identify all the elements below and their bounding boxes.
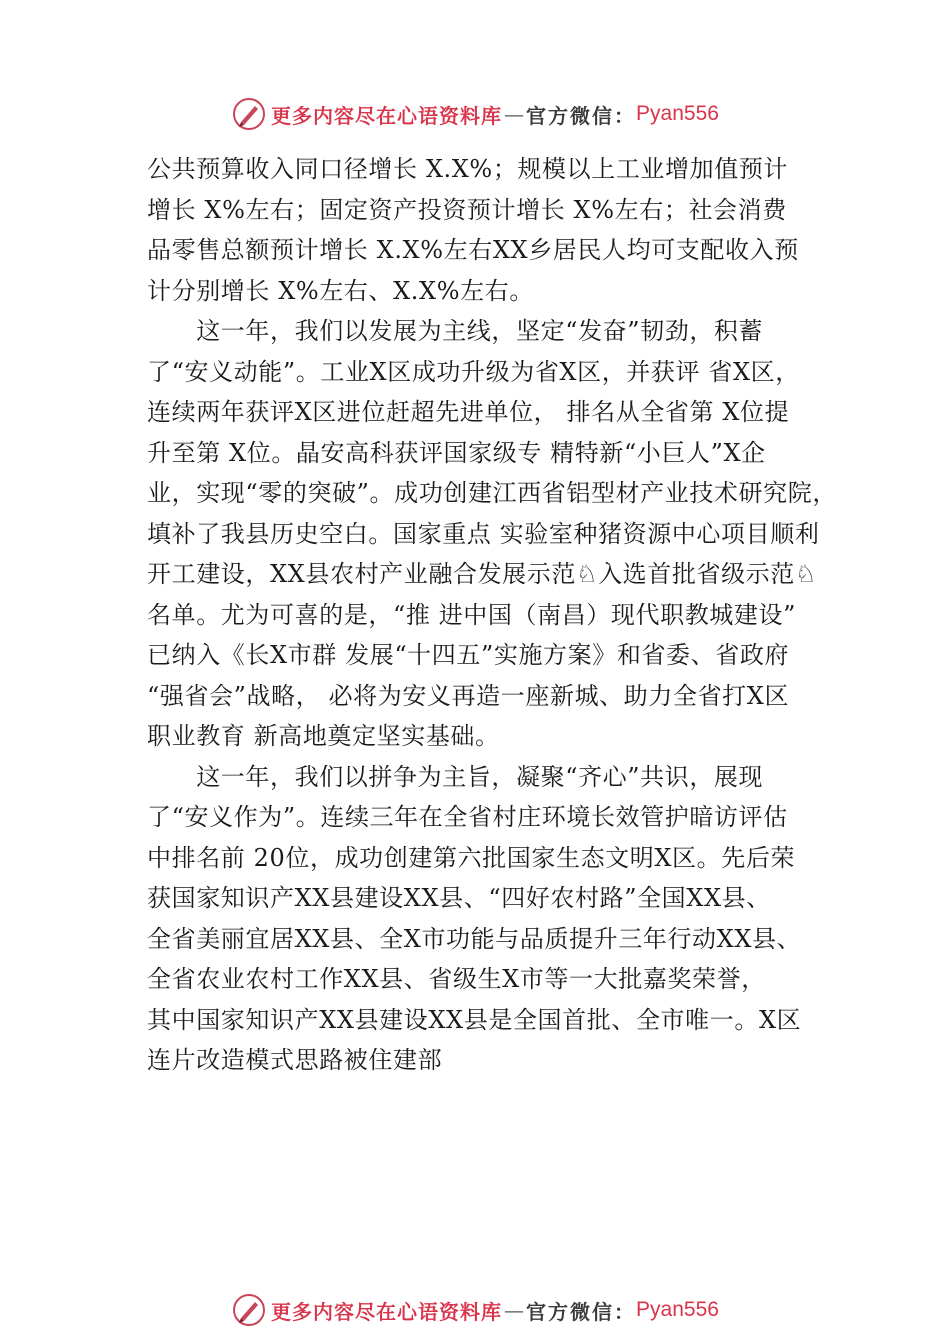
banner-wechat-label: 官方微信： [526, 103, 637, 128]
text-line: 品零售总额预计增长 X.X%左右XX乡居民人均可支配收入预 [147, 236, 799, 264]
text-line: 中排名前 20位，成功创建第六批国家生态文明X区。先后荣 [147, 843, 796, 872]
pen-logo-icon [231, 96, 267, 132]
banner-separator: — [504, 1298, 525, 1322]
text-line: 连续两年获评X区进位赶超先进单位， 排名从全省第 X位提 [147, 398, 790, 426]
text-line: 这一年，我们以拼争为主旨，凝聚“齐心”共识，展现 [147, 762, 764, 791]
text-line: 了“安义作为”。连续三年在全省村庄环境长效管护暗访评估 [147, 803, 788, 831]
text-line: “强省会”战略， 必将为安义再造一座新城、助力全省打X区 [147, 681, 790, 710]
text-line: 升至第 X位。晶安高科获评国家级专 精特新“小巨人”X企 [147, 438, 766, 467]
text-line: 已纳入《长X市群 发展“十四五”实施方案》和省委、省政府 [147, 641, 790, 669]
text-line: 其中国家知识产XX县建设XX县是全国首批、全市唯一。X区 [147, 1005, 802, 1034]
text-line: 连片改造模式思路被住建部 [147, 1046, 443, 1074]
document-body [147, 149, 847, 1081]
text-line: 这一年，我们以发展为主线，坚定“发奋”韧劲，积蓄 [147, 317, 764, 345]
text-line: 开工建设，XX县农村产业融合发展示范♘入选首批省级示范♘ [147, 560, 818, 588]
header-banner [0, 94, 950, 134]
banner-wechat-id: Pyan556 [636, 102, 719, 125]
banner-title: 更多内容尽在心语资料库 [271, 103, 503, 128]
text-line: 了“安义动能”。工业X区成功升级为省X区，并获评 省X区， [147, 357, 800, 386]
text-line: 计分别增长 X%左右、X.X%左右。 [147, 276, 534, 305]
text-line: 名单。尤为可喜的是，“推 进中国（南昌）现代职教城建设” [147, 600, 796, 629]
text-line: 业，实现“零的突破”。成功创建江西省铝型材产业技术研究院， [147, 479, 837, 507]
paragraph-3 [147, 757, 847, 1081]
banner-wechat-label: 官方微信： [526, 1299, 637, 1324]
text-line: 全省美丽宜居XX县、全X市功能与品质提升三年行动XX县、 [147, 924, 802, 953]
text-line: 职业教育 新高地奠定坚实基础。 [147, 722, 500, 750]
text-line: 全省农业农村工作XX县、省级生X市等一大批嘉奖荣誉， [147, 965, 766, 993]
banner-separator: — [504, 102, 525, 126]
text-line: 填补了我县历史空白。国家重点 实验室种猪资源中心项目顺利 [147, 519, 820, 548]
paragraph-1 [147, 149, 847, 311]
banner-wechat-id: Pyan556 [636, 1298, 719, 1321]
text-line: 公共预算收入同口径增长 X.X%；规模以上工业增加值预计 [147, 155, 789, 183]
text-line: 增长 X%左右；固定资产投资预计增长 X%左右；社会消费 [147, 195, 787, 224]
footer-banner [0, 1290, 950, 1330]
paragraph-2 [147, 311, 847, 757]
pen-logo-icon [231, 1292, 267, 1328]
banner-title: 更多内容尽在心语资料库 [271, 1299, 503, 1324]
text-line: 获国家知识产XX县建设XX县、“四好农村路”全国XX县、 [147, 884, 771, 912]
